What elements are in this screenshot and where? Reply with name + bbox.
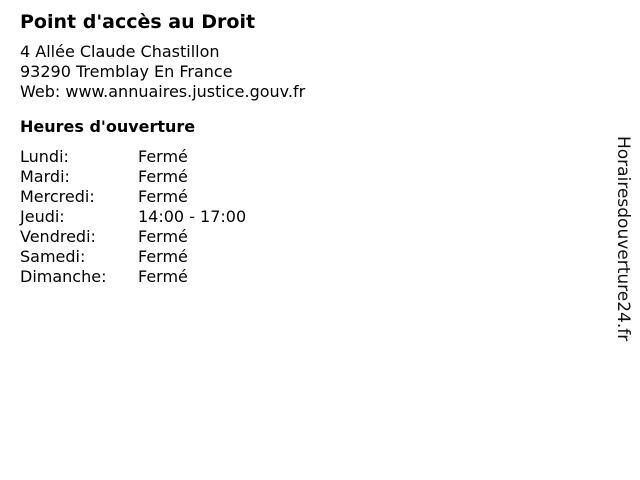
address-street: 4 Allée Claude Chastillon bbox=[20, 42, 220, 61]
hours-value: Fermé bbox=[138, 167, 188, 186]
website-label: Web: bbox=[20, 82, 61, 101]
hours-row-monday bbox=[20, 147, 590, 167]
day-label: Mercredi: bbox=[20, 187, 95, 206]
place-title: Point d'accès au Droit bbox=[20, 11, 256, 33]
day-label: Lundi: bbox=[20, 147, 69, 166]
brand-watermark bbox=[610, 134, 636, 344]
day-label: Vendredi: bbox=[20, 227, 96, 246]
website-link[interactable]: www.annuaires.justice.gouv.fr bbox=[65, 82, 306, 101]
hours-value: Fermé bbox=[138, 227, 188, 246]
hours-value: 14:00 - 17:00 bbox=[138, 207, 247, 226]
hours-heading: Heures d'ouverture bbox=[20, 117, 196, 136]
hours-row-saturday bbox=[20, 247, 590, 267]
hours-value: Fermé bbox=[138, 267, 188, 286]
place-card bbox=[20, 8, 590, 287]
hours-value: Fermé bbox=[138, 247, 188, 266]
address-block bbox=[20, 42, 590, 102]
brand-side-text: Horairesdouverture24.fr bbox=[613, 136, 633, 342]
hours-row-sunday bbox=[20, 267, 590, 287]
hours-value: Fermé bbox=[138, 147, 188, 166]
hours-list bbox=[20, 147, 590, 287]
hours-row-friday bbox=[20, 227, 590, 247]
hours-row-wednesday bbox=[20, 187, 590, 207]
day-label: Dimanche: bbox=[20, 267, 107, 286]
hours-row-tuesday bbox=[20, 167, 590, 187]
hours-value: Fermé bbox=[138, 187, 188, 206]
day-label: Samedi: bbox=[20, 247, 86, 266]
hours-row-thursday bbox=[20, 207, 590, 227]
website-line bbox=[20, 82, 590, 102]
day-label: Jeudi: bbox=[20, 207, 65, 226]
address-city: 93290 Tremblay En France bbox=[20, 62, 233, 81]
day-label: Mardi: bbox=[20, 167, 70, 186]
